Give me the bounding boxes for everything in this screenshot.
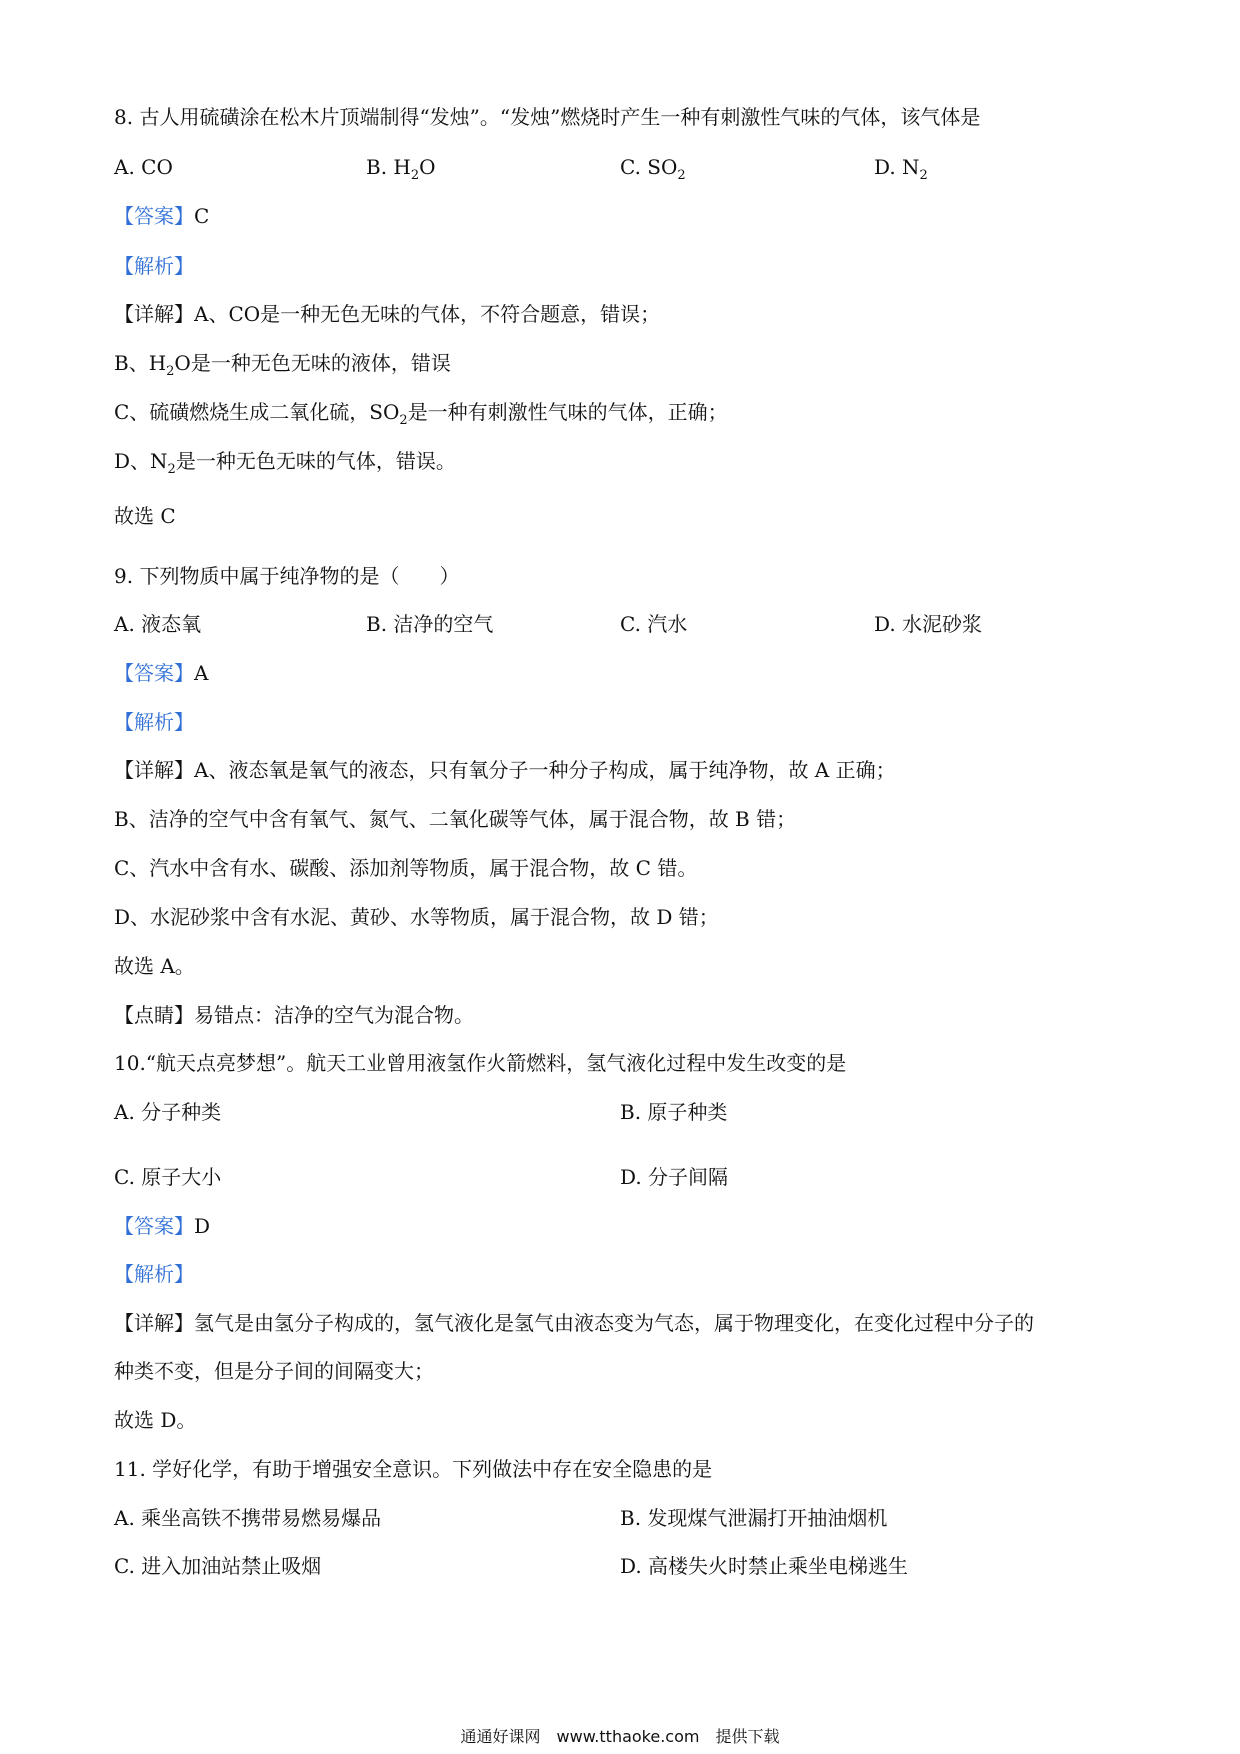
q10-detail-2: 种类不变，但是分子间的间隔变大； (114, 1359, 434, 1383)
q8-option-a: A. CO (114, 155, 173, 179)
q9-option-c: C. 汽水 (620, 612, 688, 636)
q8-analysis-tag: 【解析】 (114, 254, 194, 278)
q9-detail-b: B、洁净的空气中含有氧气、氮气、二氧化碳等气体，属于混合物，故 B 错； (114, 807, 797, 831)
q9-option-a: A. 液态氧 (114, 612, 202, 636)
q9-analysis-tag: 【解析】 (114, 710, 194, 734)
q8-detail-a: 【详解】A、CO是一种无色无味的气体，不符合题意，错误； (114, 302, 661, 326)
q10-analysis-tag: 【解析】 (114, 1262, 194, 1286)
q10-option-a: A. 分子种类 (114, 1100, 222, 1124)
q9-detail-d: D、水泥砂浆中含有水泥、黄砂、水等物质，属于混合物，故 D 错； (114, 905, 719, 929)
q9-detail-a: 【详解】A、液态氧是氧气的液态，只有氧分子一种分子构成，属于纯净物，故 A 正确； (114, 758, 896, 782)
q10-option-c: C. 原子大小 (114, 1165, 222, 1189)
q10-answer: 【答案】D (114, 1214, 211, 1238)
q9-answer: 【答案】A (114, 661, 209, 685)
q8-conclusion: 故选 C (114, 504, 176, 528)
q8-detail-b: B、$H_2O$是一种无色无味的液体，错误 (114, 351, 451, 379)
q9-stem: 9. 下列物质中属于纯净物的是（ ） (114, 564, 460, 588)
q11-option-b: B. 发现煤气泄漏打开抽油烟机 (620, 1506, 888, 1530)
q9-conclusion: 故选 A。 (114, 954, 195, 978)
q9-detail-c: C、汽水中含有水、碳酸、添加剂等物质，属于混合物，故 C 错。 (114, 856, 698, 880)
q11-stem: 11. 学好化学，有助于增强安全意识。下列做法中存在安全隐患的是 (114, 1457, 713, 1481)
q9-option-d: D. 水泥砂浆 (874, 612, 983, 636)
answer-tag: 【答案】 (114, 204, 194, 228)
q10-detail-1: 【详解】氢气是由氢分子构成的，氢气液化是氢气由液态变为气态，属于物理变化，在变化过程中分子的 (114, 1311, 1034, 1335)
q8-option-b: B. $H_2O$ (366, 155, 436, 183)
q11-option-d: D. 高楼失火时禁止乘坐电梯逃生 (620, 1554, 909, 1578)
q10-option-b: B. 原子种类 (620, 1100, 728, 1124)
q10-stem: 10.“航天点亮梦想”。航天工业曾用液氢作火箭燃料，氢气液化过程中发生改变的是 (114, 1051, 847, 1075)
q8-option-d: D. $N_2$ (874, 155, 928, 183)
q8-stem: 8. 古人用硫磺涂在松木片顶端制得“发烛”。“发烛”燃烧时产生一种有刺激性气味的气体，该气体是 (114, 105, 981, 129)
q11-option-c: C. 进入加油站禁止吸烟 (114, 1554, 322, 1578)
q8-detail-d: D、$N_2$是一种无色无味的气体，错误。 (114, 449, 456, 477)
q8-option-c: C. $SO_2$ (620, 155, 686, 183)
q10-conclusion: 故选 D。 (114, 1408, 197, 1432)
q9-tip: 【点睛】易错点：洁净的空气为混合物。 (114, 1003, 474, 1027)
q10-option-d: D. 分子间隔 (620, 1165, 729, 1189)
q11-option-a: A. 乘坐高铁不携带易燃易爆品 (114, 1506, 382, 1530)
q8-answer: 【答案】C (114, 204, 210, 228)
q9-option-b: B. 洁净的空气 (366, 612, 494, 636)
q8-detail-c: C、硫磺燃烧生成二氧化硫，$SO_2$是一种有刺激性气味的气体，正确； (114, 400, 728, 428)
page-footer: 通通好课网 www.tthaoke.com 提供下载 (460, 1727, 780, 1746)
